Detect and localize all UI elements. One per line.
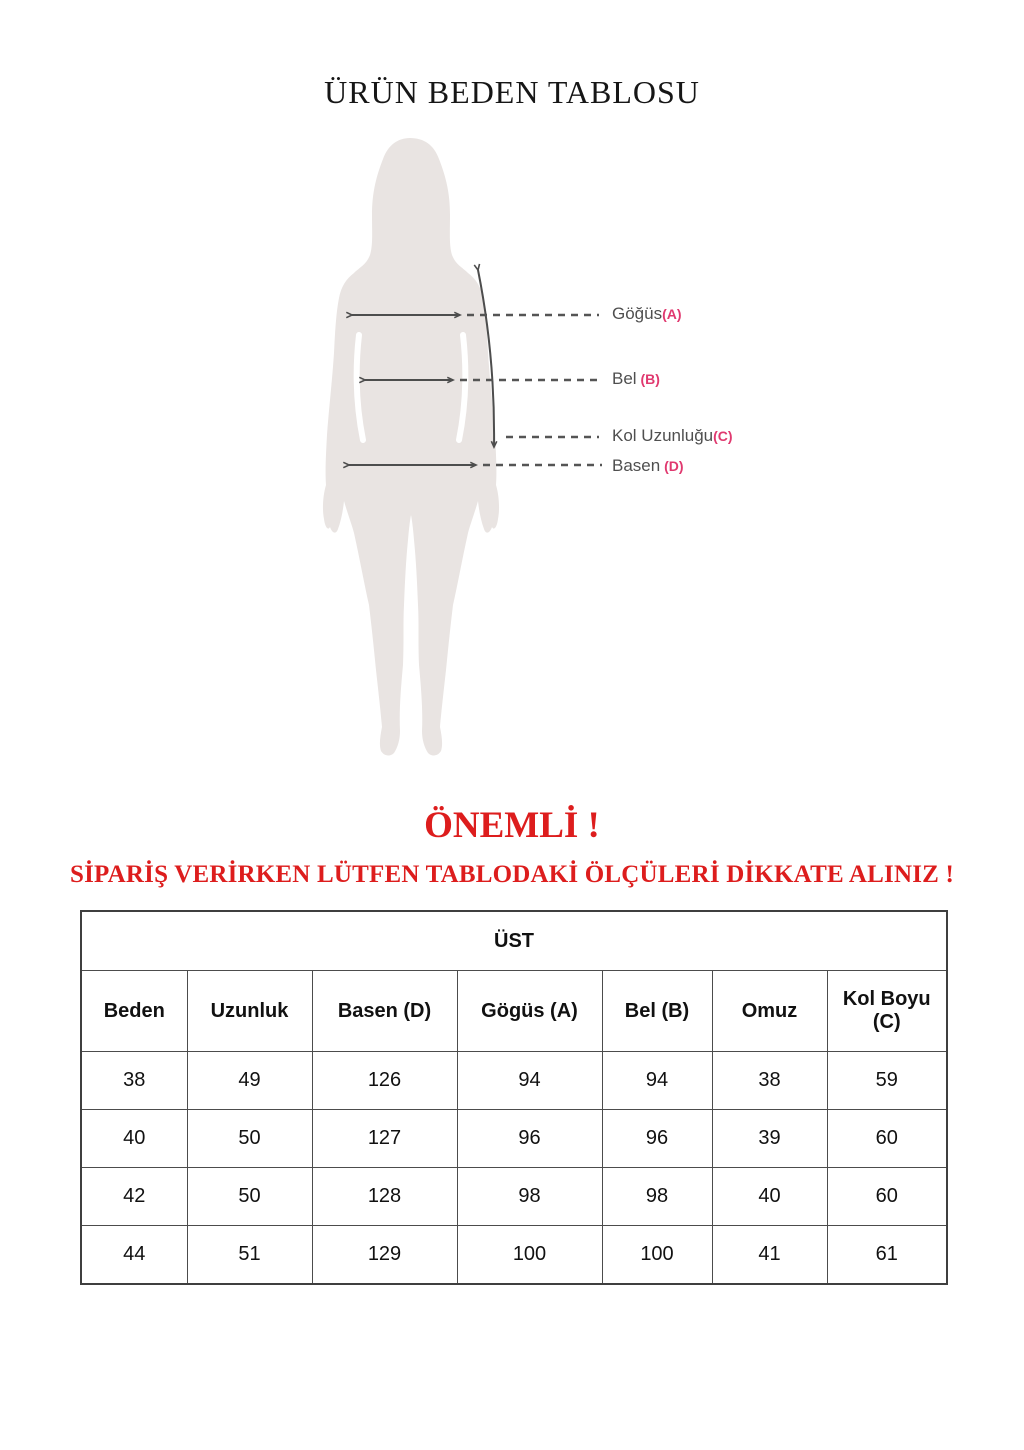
cell-kol-boyu: 59 bbox=[827, 1052, 947, 1110]
measure-code-a: (A) bbox=[662, 306, 682, 322]
table-group-header: ÜST bbox=[81, 911, 947, 971]
table-header-row bbox=[81, 971, 947, 1052]
page-title: ÜRÜN BEDEN TABLOSU bbox=[324, 74, 700, 110]
measure-code-c: (C) bbox=[713, 428, 733, 444]
cell-beden: 40 bbox=[81, 1110, 187, 1168]
cell-basen: 129 bbox=[312, 1226, 457, 1285]
cell-beden: 44 bbox=[81, 1226, 187, 1285]
cell-kol-boyu: 60 bbox=[827, 1110, 947, 1168]
cell-kol-boyu: 61 bbox=[827, 1226, 947, 1285]
cell-beden: 38 bbox=[81, 1052, 187, 1110]
measure-code-d: (D) bbox=[660, 458, 684, 474]
col-header-gogus: Gögüs (A) bbox=[457, 971, 602, 1052]
measure-label-chest bbox=[612, 304, 682, 324]
cell-gogus: 100 bbox=[457, 1226, 602, 1285]
measure-label-hip bbox=[612, 456, 684, 476]
cell-bel: 98 bbox=[602, 1168, 712, 1226]
measure-label-waist-text: Bel bbox=[612, 369, 637, 388]
measure-code-b: (B) bbox=[636, 371, 660, 387]
cell-bel: 94 bbox=[602, 1052, 712, 1110]
cell-gogus: 98 bbox=[457, 1168, 602, 1226]
cell-omuz: 38 bbox=[712, 1052, 827, 1110]
col-header-kol-boyu: Kol Boyu (C) bbox=[827, 971, 947, 1052]
col-header-basen: Basen (D) bbox=[312, 971, 457, 1052]
table-group-row bbox=[81, 911, 947, 971]
table-row bbox=[81, 1168, 947, 1226]
size-diagram bbox=[310, 135, 610, 765]
order-warning-text: SİPARİŞ VERİRKEN LÜTFEN TABLODAKİ ÖLÇÜLERİ DİKKATE ALINIZ ! bbox=[70, 861, 954, 888]
cell-bel: 96 bbox=[602, 1110, 712, 1168]
cell-omuz: 40 bbox=[712, 1168, 827, 1226]
col-header-omuz: Omuz bbox=[712, 971, 827, 1052]
table-row bbox=[81, 1110, 947, 1168]
cell-uzunluk: 50 bbox=[187, 1110, 312, 1168]
measure-label-chest-text: Göğüs bbox=[612, 304, 663, 323]
cell-basen: 126 bbox=[312, 1052, 457, 1110]
table-row bbox=[81, 1052, 947, 1110]
cell-omuz: 41 bbox=[712, 1226, 827, 1285]
body-measurement-figure bbox=[310, 135, 610, 765]
cell-bel: 100 bbox=[602, 1226, 712, 1285]
table-row bbox=[81, 1226, 947, 1285]
col-header-beden: Beden bbox=[81, 971, 187, 1052]
body-silhouette-icon bbox=[323, 138, 499, 755]
cell-gogus: 96 bbox=[457, 1110, 602, 1168]
measure-label-waist bbox=[612, 369, 660, 389]
cell-basen: 128 bbox=[312, 1168, 457, 1226]
col-header-uzunluk: Uzunluk bbox=[187, 971, 312, 1052]
cell-uzunluk: 49 bbox=[187, 1052, 312, 1110]
cell-kol-boyu: 60 bbox=[827, 1168, 947, 1226]
measure-label-hip-text: Basen bbox=[612, 456, 661, 475]
measure-label-arm bbox=[612, 426, 733, 446]
size-table bbox=[80, 910, 948, 1285]
col-header-bel: Bel (B) bbox=[602, 971, 712, 1052]
cell-uzunluk: 51 bbox=[187, 1226, 312, 1285]
cell-omuz: 39 bbox=[712, 1110, 827, 1168]
cell-uzunluk: 50 bbox=[187, 1168, 312, 1226]
cell-beden: 42 bbox=[81, 1168, 187, 1226]
important-heading: ÖNEMLİ ! bbox=[424, 805, 600, 846]
cell-basen: 127 bbox=[312, 1110, 457, 1168]
cell-gogus: 94 bbox=[457, 1052, 602, 1110]
measure-label-arm-text: Kol Uzunluğu bbox=[612, 426, 714, 445]
